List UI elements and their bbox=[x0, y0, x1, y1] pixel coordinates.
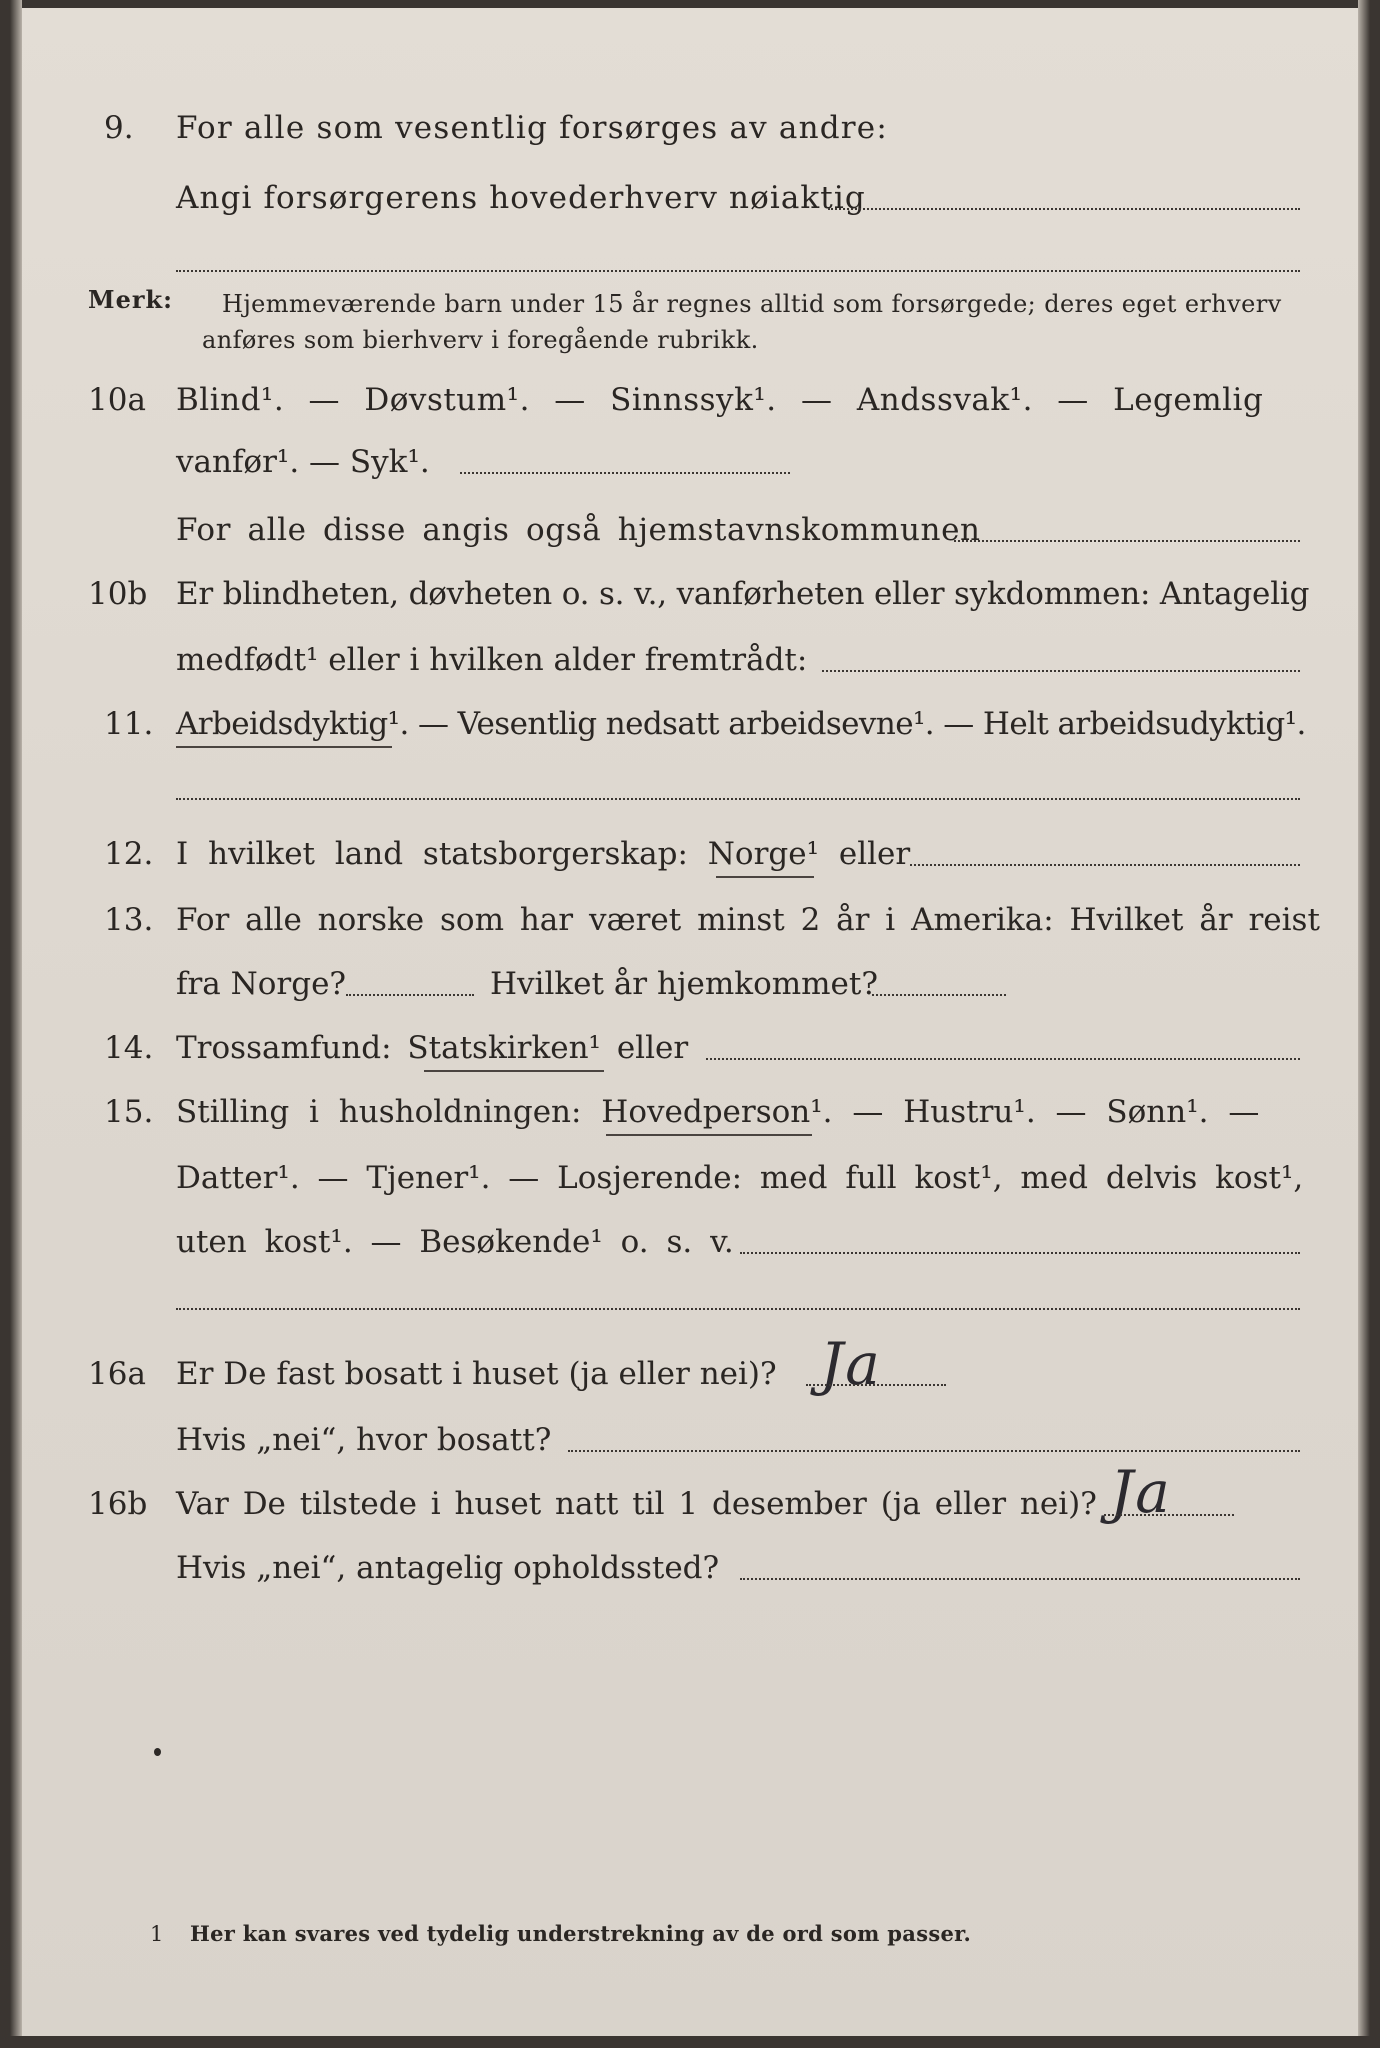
q15-line3: uten kost¹. — Besøkende¹ o. s. v. bbox=[176, 1224, 734, 1260]
q15-number: 15. bbox=[104, 1094, 154, 1130]
q14-line1: Trossamfund: Statskirken¹ eller bbox=[176, 1030, 689, 1066]
q9-answer-line-2[interactable] bbox=[176, 270, 1300, 272]
note-label: Merk: bbox=[88, 285, 173, 314]
q16b-handwritten-answer: Ja bbox=[1110, 1458, 1172, 1526]
footnote-mark: 1 bbox=[150, 1922, 164, 1946]
q14-underline-statskirken bbox=[424, 1070, 604, 1072]
q10b-line1: Er blindheten, døvheten o. s. v., vanførheten eller sykdommen: Antagelig bbox=[176, 576, 1310, 612]
q16b-whereabouts-line[interactable] bbox=[740, 1578, 1300, 1580]
q15-underline-hovedperson bbox=[606, 1134, 812, 1136]
scan-edge-top bbox=[0, 0, 1380, 8]
footnote-text: Her kan svares ved tydelig understrekning av de ord som passer. bbox=[190, 1921, 972, 1946]
q16a-residence-line[interactable] bbox=[568, 1450, 1300, 1452]
q12-number: 12. bbox=[104, 836, 154, 872]
note-line1: Hjemmeværende barn under 15 år regnes alltid som forsørgede; deres eget erhverv bbox=[222, 290, 1282, 318]
q14-answer-line[interactable] bbox=[706, 1058, 1300, 1060]
q9-line1: For alle som vesentlig forsørges av andre: bbox=[176, 110, 888, 146]
q10a-line2: vanfør¹. — Syk¹. bbox=[176, 444, 430, 480]
q16b-line1: Var De tilstede i huset natt til 1 desember (ja eller nei)? bbox=[176, 1486, 1097, 1522]
q13-line2a: fra Norge? bbox=[176, 966, 347, 1002]
q16a-number: 16a bbox=[88, 1356, 146, 1392]
q10b-line2: medfødt¹ eller i hvilken alder fremtrådt: bbox=[176, 642, 808, 678]
q13-number: 13. bbox=[104, 902, 154, 938]
q13-line2b: Hvilket år hjemkommet? bbox=[490, 966, 878, 1002]
q15-line1: Stilling i husholdningen: Hovedperson¹. — Hustru¹. — Sønn¹. — bbox=[176, 1094, 1260, 1130]
q16a-line2: Hvis „nei“, hvor bosatt? bbox=[176, 1422, 552, 1458]
q15-answer-line-2[interactable] bbox=[176, 1308, 1300, 1310]
q9-answer-line[interactable] bbox=[828, 208, 1300, 210]
q16b-answer-line[interactable] bbox=[1104, 1514, 1234, 1516]
q13-year-left-line[interactable] bbox=[346, 994, 474, 996]
q13-line1: For alle norske som har været minst 2 år i Amerika: Hvilket år reist bbox=[176, 902, 1320, 938]
q11-line1: Arbeidsdyktig¹. — Vesentlig nedsatt arbeidsevne¹. — Helt arbeidsudyktig¹. bbox=[176, 706, 1306, 742]
q16b-line2: Hvis „nei“, antagelig opholdssted? bbox=[176, 1550, 720, 1586]
note-line2: anføres som bierhverv i foregående rubrikk. bbox=[202, 326, 759, 354]
q16a-line1: Er De fast bosatt i huset (ja eller nei)? bbox=[176, 1356, 777, 1392]
q10a-number: 10a bbox=[88, 382, 146, 418]
q16a-handwritten-answer: Ja bbox=[820, 1330, 882, 1398]
q9-line2: Angi forsørgerens hovederhverv nøiaktig bbox=[176, 180, 866, 216]
q10a-line1: Blind¹. — Døvstum¹. — Sinnssyk¹. — Andssvak¹. — Legemlig bbox=[176, 382, 1264, 418]
scan-edge-bottom bbox=[0, 2036, 1380, 2048]
q15-line2: Datter¹. — Tjener¹. — Losjerende: med full kost¹, med delvis kost¹, bbox=[176, 1160, 1304, 1196]
q16b-number: 16b bbox=[88, 1486, 148, 1522]
q10b-number: 10b bbox=[88, 576, 148, 612]
q15-answer-line[interactable] bbox=[740, 1252, 1300, 1254]
q16a-answer-line[interactable] bbox=[806, 1384, 946, 1386]
q10a-line3: For alle disse angis også hjemstavnskommunen bbox=[176, 512, 981, 548]
q9-number: 9. bbox=[104, 110, 134, 146]
q12-answer-line[interactable] bbox=[910, 864, 1300, 866]
scan-edge-left bbox=[0, 0, 22, 2048]
q11-underline-arbeidsdyktig bbox=[176, 746, 392, 748]
scan-edge-right bbox=[1358, 0, 1380, 2048]
q13-year-returned-line[interactable] bbox=[872, 994, 1006, 996]
q10a-answer-line[interactable] bbox=[460, 472, 790, 474]
q10a-hometown-line[interactable] bbox=[954, 540, 1300, 542]
q12-underline-norge bbox=[716, 876, 814, 878]
q10b-answer-line[interactable] bbox=[822, 670, 1300, 672]
q12-line1: I hvilket land statsborgerskap: Norge¹ eller bbox=[176, 836, 911, 872]
q11-number: 11. bbox=[104, 706, 154, 742]
q11-answer-line[interactable] bbox=[176, 798, 1300, 800]
ink-dot bbox=[154, 1748, 161, 1756]
q14-number: 14. bbox=[104, 1030, 154, 1066]
